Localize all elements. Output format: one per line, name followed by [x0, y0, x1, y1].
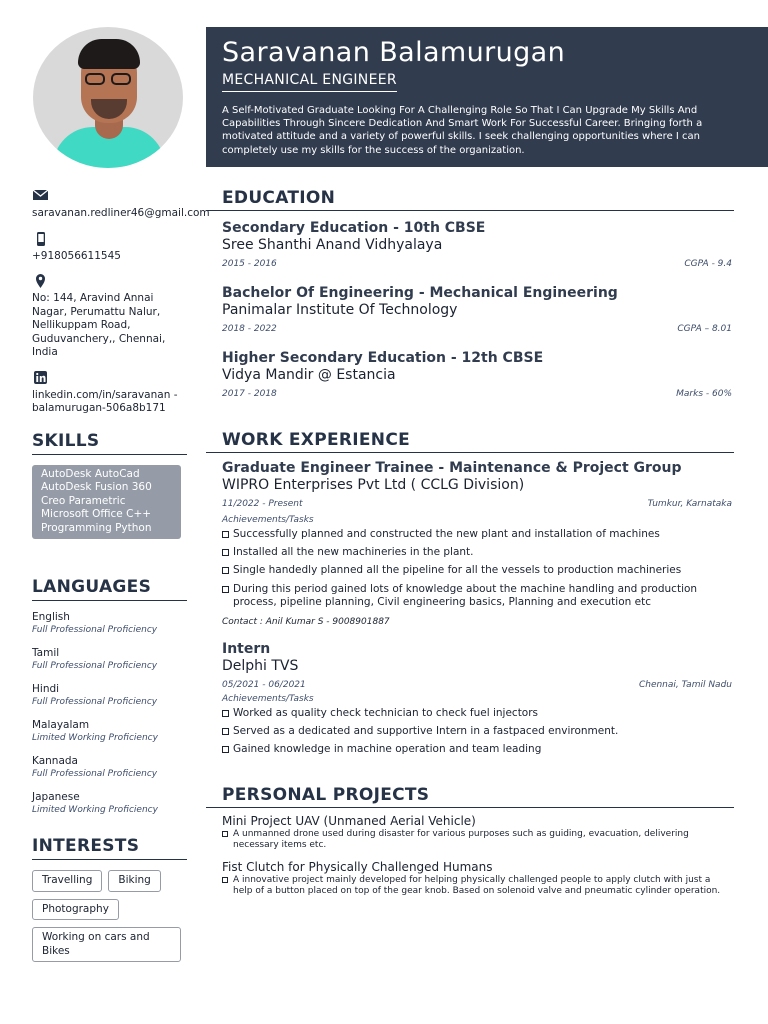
interest-tag: Travelling [32, 870, 102, 892]
task-item: During this period gained lots of knowledge about the machine handling and production process, pipeline planning, Civil engineering basics, Planning and execution etc [222, 583, 732, 610]
language-level: Limited Working Proficiency [32, 733, 158, 743]
phone-text: +918056611545 [32, 249, 121, 262]
languages-heading: LANGUAGES [32, 577, 187, 601]
education-dates: 2017 - 2018 [222, 389, 277, 399]
education-institution: Sree Shanthi Anand Vidhyalaya [222, 237, 443, 253]
skill-item: AutoDesk AutoCad [41, 467, 140, 480]
language-name: English [32, 611, 70, 623]
language-item [32, 791, 188, 816]
contact-linkedin[interactable] [32, 370, 188, 416]
achievements-label: Achievements/Tasks [222, 515, 314, 525]
header-banner [206, 27, 768, 167]
address-text: No: 144, Aravind Annai Nagar, Perumattu Nalur, Nellikuppam Road, Guduvanchery,, Chennai, India [32, 292, 166, 358]
language-name: Hindi [32, 683, 60, 695]
education-entry [206, 350, 734, 400]
project-entry [206, 860, 734, 897]
project-description: A unmanned drone used during disaster for various purposes such as guiding, evacuation, delivering necessary items etc. [222, 829, 732, 851]
education-score: CGPA – 8.01 [677, 324, 732, 334]
education-title: Bachelor Of Engineering - Mechanical Engineering [222, 285, 618, 301]
language-item [32, 647, 188, 672]
linkedin-icon [32, 370, 188, 386]
language-name: Tamil [32, 647, 60, 659]
interest-tag: Working on cars and Bikes [32, 927, 181, 962]
map-pin-icon [32, 273, 188, 289]
language-name: Kannada [32, 755, 78, 767]
education-dates: 2015 - 2016 [222, 259, 277, 269]
task-list [222, 528, 732, 610]
work-location: Chennai, Tamil Nadu [638, 680, 732, 691]
task-item: Gained knowledge in machine operation and team leading [222, 743, 732, 757]
language-level: Full Professional Proficiency [32, 661, 158, 671]
contact-email[interactable] [32, 188, 210, 221]
project-description: A innovative project mainly developed for helping physically challenged people to apply clutch with just a help of a button placed on top of the gear knob. Based on solenoid valve and pneumatic cylinder operation. [222, 875, 732, 897]
language-name: Japanese [32, 791, 80, 803]
project-entry [206, 814, 734, 851]
reference-contact: Contact : Anil Kumar S - 9008901887 [222, 617, 390, 628]
language-level: Full Professional Proficiency [32, 625, 158, 635]
project-title: Fist Clutch for Physically Challenged Humans [222, 860, 493, 875]
education-dates: 2018 - 2022 [222, 324, 277, 334]
envelope-icon [32, 188, 188, 204]
achievements-label: Achievements/Tasks [222, 694, 314, 705]
interests-heading: INTERESTS [32, 836, 187, 860]
language-item [32, 719, 188, 744]
education-entry [206, 220, 734, 270]
language-item [32, 755, 188, 780]
profile-summary: A Self-Motivated Graduate Looking For A Challenging Role So That I Can Upgrade My Skills And Capabilities Through Sincere Dedication And Smart Work For Successful Career. Bringing forth a motivated attitude and a variety of powerful skills. I seek challenging opportunities where I can completely use my skills for the success of the organization. [222, 105, 703, 156]
candidate-name: Saravanan Balamurugan [222, 37, 566, 68]
education-heading: EDUCATION [206, 188, 734, 211]
language-item [32, 611, 188, 636]
profile-photo [33, 27, 183, 168]
work-entry [206, 641, 734, 757]
task-item: Installed all the new machineries in the plant. [222, 546, 732, 560]
skill-item: Programming Python [41, 521, 152, 534]
work-role: Intern [222, 641, 271, 658]
sidebar [32, 27, 210, 969]
linkedin-text[interactable]: linkedin.com/in/saravanan -balamurugan-506a8b171 [32, 388, 178, 414]
skill-item: Creo Parametric [41, 494, 126, 507]
work-role: Graduate Engineer Trainee - Maintenance & Project Group [222, 460, 682, 476]
work-entry [206, 460, 734, 628]
work-dates: 11/2022 - Present [222, 499, 303, 509]
interest-tag: Photography [32, 899, 119, 921]
skill-item: Microsoft Office C++ [41, 508, 152, 520]
language-level: Limited Working Proficiency [32, 805, 158, 815]
education-entry [206, 285, 734, 335]
task-item: Successfully planned and constructed the new plant and installation of machines [222, 528, 732, 542]
work-location: Tumkur, Karnataka [647, 499, 732, 509]
main-content [206, 188, 734, 897]
task-item: Served as a dedicated and supportive Intern in a fastpaced environment. [222, 725, 732, 739]
education-title: Higher Secondary Education - 12th CBSE [222, 350, 544, 366]
education-institution: Vidya Mandir @ Estancia [222, 367, 396, 383]
mobile-phone-icon [32, 231, 188, 247]
job-title: MECHANICAL ENGINEER [222, 71, 397, 92]
language-level: Full Professional Proficiency [32, 769, 158, 779]
project-title: Mini Project UAV (Unmaned Aerial Vehicle) [222, 814, 476, 829]
task-item: Single handedly planned all the pipeline for all the vessels to production machineries [222, 564, 732, 578]
contact-info [32, 188, 210, 416]
education-title: Secondary Education - 10th CBSE [222, 220, 486, 236]
language-item [32, 683, 188, 708]
skills-section [32, 431, 188, 540]
work-company: WIPRO Enterprises Pvt Ltd ( CCLG Division) [222, 477, 525, 493]
contact-phone [32, 231, 188, 264]
task-item: Worked as quality check technician to check fuel injectors [222, 707, 732, 721]
education-score: Marks - 60% [676, 389, 732, 399]
education-score: CGPA - 9.4 [684, 259, 732, 269]
skills-box [32, 465, 181, 540]
interests-section [32, 836, 188, 969]
languages-section [32, 577, 188, 816]
language-name: Malayalam [32, 719, 90, 731]
email-text[interactable]: saravanan.redliner46@gmail.com [32, 207, 210, 219]
work-dates: 05/2021 - 06/2021 [222, 680, 306, 691]
language-level: Full Professional Proficiency [32, 697, 158, 707]
projects-heading: PERSONAL PROJECTS [206, 785, 734, 808]
contact-address [32, 273, 188, 360]
education-institution: Panimalar Institute Of Technology [222, 302, 458, 318]
task-list [222, 707, 732, 757]
interest-tag: Biking [108, 870, 160, 892]
work-company: Delphi TVS [222, 658, 299, 675]
work-heading: WORK EXPERIENCE [206, 430, 734, 453]
skills-heading: SKILLS [32, 431, 187, 455]
skill-item: AutoDesk Fusion 360 [41, 481, 152, 493]
